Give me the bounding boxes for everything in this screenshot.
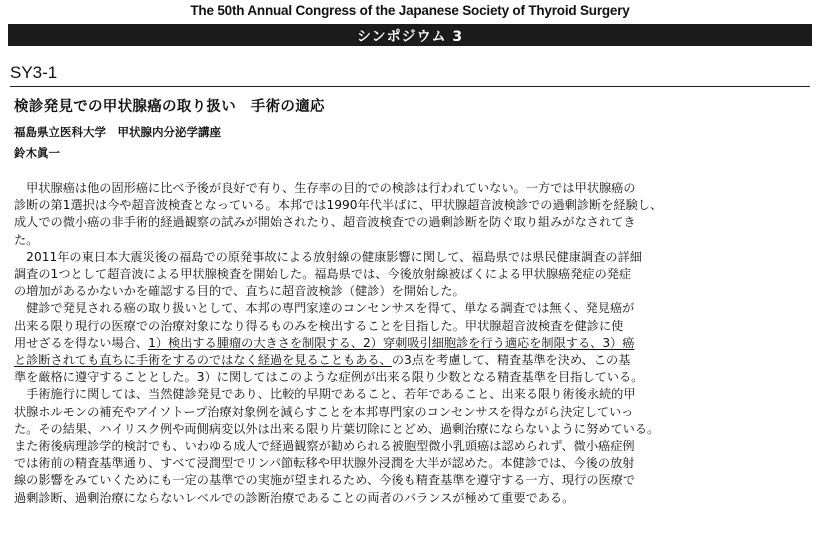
session-label: シンポジウム 3 (356, 29, 464, 45)
body-line: た。その結果、ハイリスク例や両側病変以外は出来る限り片葉切除にとどめ、過剰治療にならないように努めている。 (14, 421, 660, 436)
body-line: た。 (14, 232, 39, 247)
abstract-title: 検診発見での甲状腺癌の取り扱い 手術の適応 (14, 99, 325, 115)
author-affiliation: 福島県立医科大学 甲状腺内分泌学講座 (14, 125, 221, 139)
body-line (14, 335, 804, 352)
body-line: の増加があるかないかを確認する目的で、直ちに超音波検診（健診）を開始した。 (14, 284, 465, 299)
body-line: また術後病理診学的検討でも、いわゆる成人で経過観察が勧められる被胞型微小乳頭癌は認められず、微小癌症例 (14, 439, 635, 454)
abstract-body (14, 180, 804, 507)
body-line: 線の影響をみていくためにも一定の基準での実施が望まれるため、今後も精査基準を遵守する一方、現行の医療で (14, 473, 636, 488)
congress-header: The 50th Annual Congress of the Japanese Society of Thyroid Surgery (190, 3, 630, 18)
body-line: 甲状腺癌は他の固形癌に比べ予後が良好で有り、生存率の目的での検診は行われていない。一方では甲状腺癌の (14, 181, 636, 195)
body-line: 過剰診断、過剰治療にならないレベルでの診断治療であることの両者のバランスが極めて重要である。 (14, 490, 575, 505)
body-line: 状腺ホルモンの補充やアイソトープ治療対象例を減らすことを本邦専門家のコンセンサスを得ながら決定していっ (14, 404, 634, 419)
body-line: 診断の第1選択は今や超音波検査となっている。本邦では1990年代半ばに、甲状腺超音波検診での過剰診断を経験し、 (14, 198, 663, 213)
author-name: 鈴木眞一 (14, 146, 60, 160)
body-line-segment: の3点を考慮して、精査基準を決め、この基 (391, 353, 631, 368)
abstract-code: SY3-1 (10, 63, 58, 82)
body-line: 2011年の東日本大震災後の福島での原発事故による放射線の健康影響に関して、福島県では県民健康調査の詳細 (14, 249, 642, 264)
body-line: 出来る限り現行の医療での治療対象になり得るものみを検出することを目指した。甲状腺超音波検査を健診に使 (14, 318, 624, 333)
underlined-criteria: と診断されても直ちに手術をするのではなく経過を見ることもある、 (14, 353, 392, 368)
body-line: 手術施行に関しては、当然健診発見であり、比較的早期であること、若年であること、出来る限り術後永続的甲 (14, 387, 636, 402)
body-line (14, 352, 804, 369)
body-line: 準を厳格に遵守することとした。3）に関してはこのような症例が出来る限り少数となる精査基準を目指している。 (14, 370, 644, 385)
section-divider (10, 86, 810, 87)
body-line: 成人での微小癌の非手術的経過観察の試みが開始されたり、超音波検査での過剰診断を防ぐ取り組みがなされてき (14, 215, 636, 230)
body-line: 健診で発見される癌の取り扱いとして、本邦の専門家達のコンセンサスを得て、単なる調査では無く、発見癌が (14, 301, 635, 316)
underlined-criteria: 1）検出する腫瘤の大きさを制限する、2）穿刺吸引細胞診を行う適応を制限する、3）癌 (148, 335, 635, 350)
body-line: では術前の精査基準通り、すべて浸潤型でリンパ節転移や甲状腺外浸潤を大半が認めた。本健診では、今後の放射 (14, 456, 635, 471)
body-line-segment: 用せざるを得ない場合、 (14, 335, 149, 350)
body-line: 調査の1つとして超音波による甲状腺検査を開始した。福島県では、今後放射線被ばくによる甲状腺癌発症の発症 (14, 267, 632, 282)
